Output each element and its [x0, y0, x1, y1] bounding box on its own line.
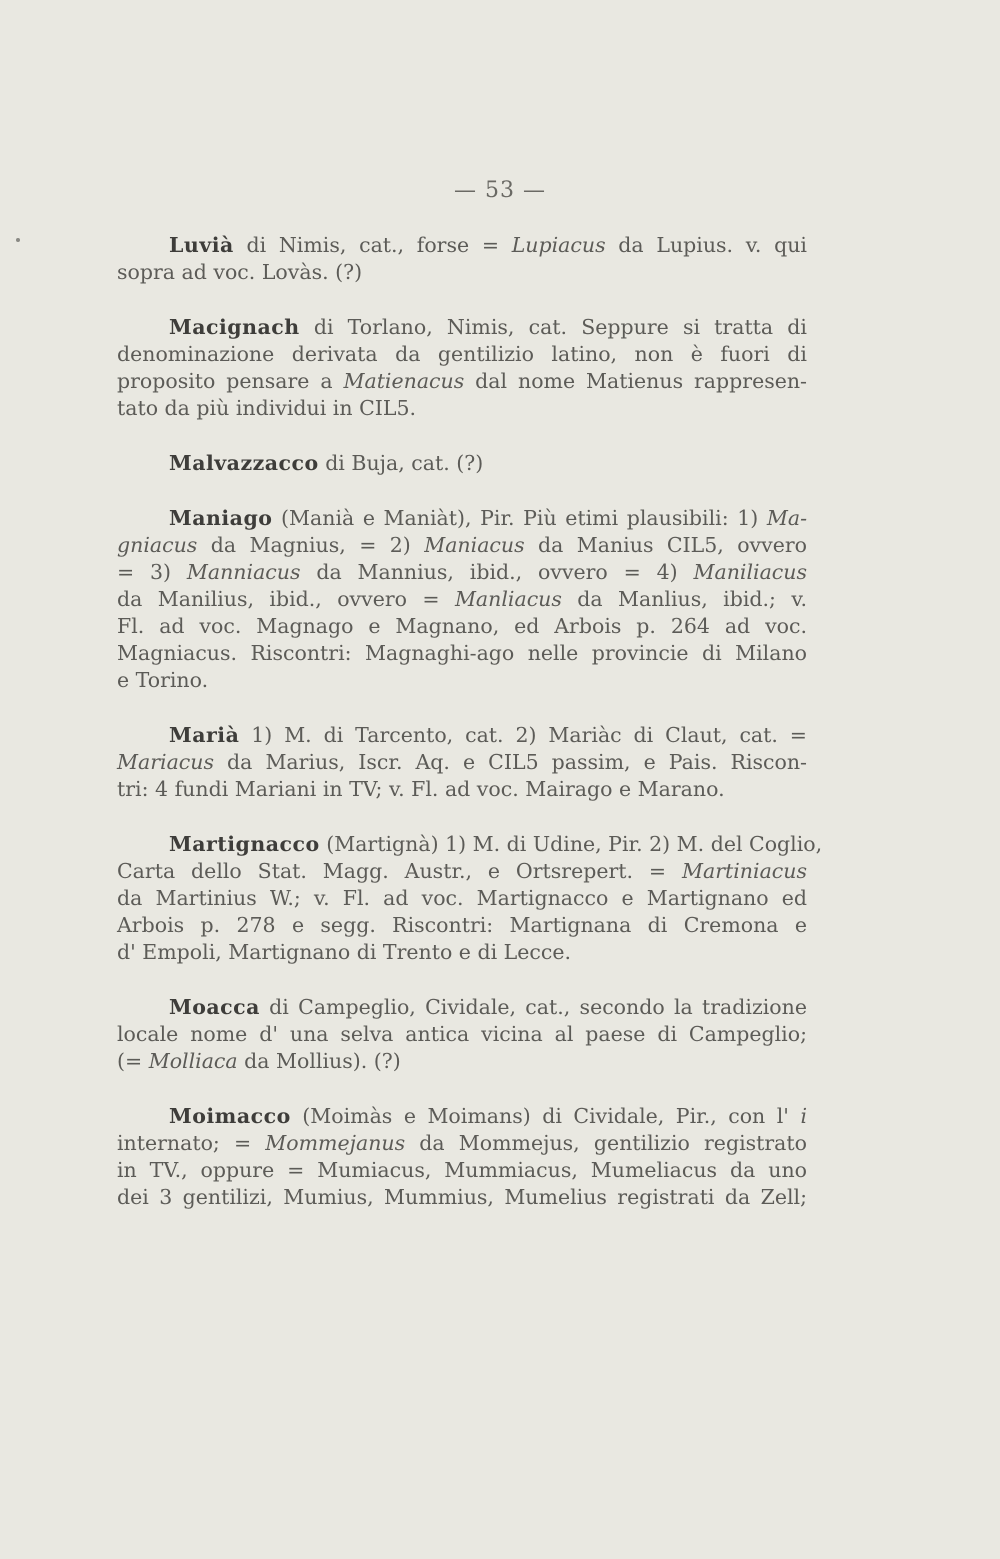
latin-form: Manniacus — [186, 560, 301, 584]
latin-form: Mommejanus — [265, 1131, 406, 1155]
latin-form: Maniliacus — [693, 560, 807, 584]
latin-form: gniacus — [117, 533, 198, 557]
entry-line: dei 3 gentilizi, Mumius, Mummius, Mumelius registrati da Zell; — [117, 1185, 807, 1209]
headword: Marià — [169, 723, 240, 747]
latin-form: Molliaca — [148, 1049, 238, 1073]
headword: Luvià — [169, 233, 234, 257]
entry-line: Arbois p. 278 e segg. Riscontri: Martignana di Cremona e — [117, 913, 807, 937]
entry-line: = 3) Manniacus da Mannius, ibid., ovvero = 4) Maniliacus — [117, 560, 807, 584]
entry-line: proposito pensare a Matienacus dal nome Matienus rappresen- — [117, 369, 807, 393]
entry-line: Marià 1) M. di Tarcento, cat. 2) Mariàc di Claut, cat. = — [169, 723, 807, 747]
entry-line: Moacca di Campeglio, Cividale, cat., secondo la tradizione — [169, 995, 807, 1019]
headword: Martignacco — [169, 832, 320, 856]
entry-line: Moimacco (Moimàs e Moimans) di Cividale, Pir., con l' i — [169, 1104, 807, 1128]
headword: Moimacco — [169, 1104, 291, 1128]
entry-line: d' Empoli, Martignano di Trento e di Lecce. — [117, 940, 572, 964]
entry-line: Martignacco (Martignà) 1) M. di Udine, Pir. 2) M. del Coglio, — [169, 832, 823, 856]
entry-line: da Manilius, ibid., ovvero = Manliacus da Manlius, ibid.; v. — [117, 587, 807, 611]
entry-line: tri: 4 fundi Mariani in TV; v. Fl. ad voc. Mairago e Marano. — [117, 777, 725, 801]
entry-line: Carta dello Stat. Magg. Austr., e Ortsrepert. = Martiniacus — [117, 859, 807, 883]
headword: Macignach — [169, 315, 300, 339]
entry-maria — [117, 722, 807, 803]
entry-macignach — [117, 314, 807, 422]
entry-line: gniacus da Magnius, = 2) Maniacus da Manius CIL5, ovvero — [117, 533, 807, 557]
headword: Maniago — [169, 506, 273, 530]
glossary-text — [117, 232, 823, 1239]
entry-martignacco — [117, 831, 823, 966]
entry-luvia — [117, 232, 807, 286]
latin-form: Maniacus — [424, 533, 525, 557]
entry-line: e Torino. — [117, 668, 209, 692]
entry-maniago — [117, 505, 807, 694]
latin-form: Martiniacus — [682, 859, 807, 883]
scan-speck — [16, 238, 20, 242]
entry-line: Maniago (Manià e Maniàt), Pir. Più etimi plausibili: 1) Ma- — [169, 506, 807, 530]
entry-line: denominazione derivata da gentilizio latino, non è fuori di — [117, 342, 807, 366]
latin-form: Ma- — [766, 506, 807, 530]
headword: Malvazzacco — [169, 451, 319, 475]
entry-line: tato da più individui in CIL5. — [117, 396, 417, 420]
latin-form: Manliacus — [454, 587, 562, 611]
entry-line: da Martinius W.; v. Fl. ad voc. Martignacco e Martignano ed — [117, 886, 807, 910]
headword: Moacca — [169, 995, 260, 1019]
entry-line: sopra ad voc. Lovàs. (?) — [117, 260, 363, 284]
entry-line: Mariacus da Marius, Iscr. Aq. e CIL5 passim, e Pais. Riscon- — [117, 750, 807, 774]
entry-line: Magniacus. Riscontri: Magnaghi-ago nelle provincie di Milano — [117, 641, 807, 665]
latin-form: Matienacus — [343, 369, 465, 393]
entry-line: Fl. ad voc. Magnago e Magnano, ed Arbois p. 264 ad voc. — [117, 614, 807, 638]
latin-form: Mariacus — [117, 750, 214, 774]
page-number: — 53 — — [454, 178, 546, 203]
entry-malvazzacco — [117, 450, 807, 477]
entry-line: Luvià di Nimis, cat., forse = Lupiacus da Lupius. v. qui — [169, 233, 807, 257]
entry-line: internato; = Mommejanus da Mommejus, gentilizio registrato — [117, 1131, 807, 1155]
latin-form: Lupiacus — [511, 233, 606, 257]
entry-line: Macignach di Torlano, Nimis, cat. Seppure si tratta di — [169, 315, 807, 339]
entry-moimacco — [117, 1103, 807, 1211]
entry-line: in TV., oppure = Mumiacus, Mummiacus, Mumeliacus da uno — [117, 1158, 807, 1182]
italic-letter: i — [800, 1104, 807, 1128]
entry-line: (= Molliaca da Mollius). (?) — [117, 1049, 401, 1073]
entry-line: Malvazzacco di Buja, cat. (?) — [169, 451, 484, 475]
entry-moacca — [117, 994, 807, 1075]
entry-line: locale nome d' una selva antica vicina al paese di Campeglio; — [117, 1022, 807, 1046]
